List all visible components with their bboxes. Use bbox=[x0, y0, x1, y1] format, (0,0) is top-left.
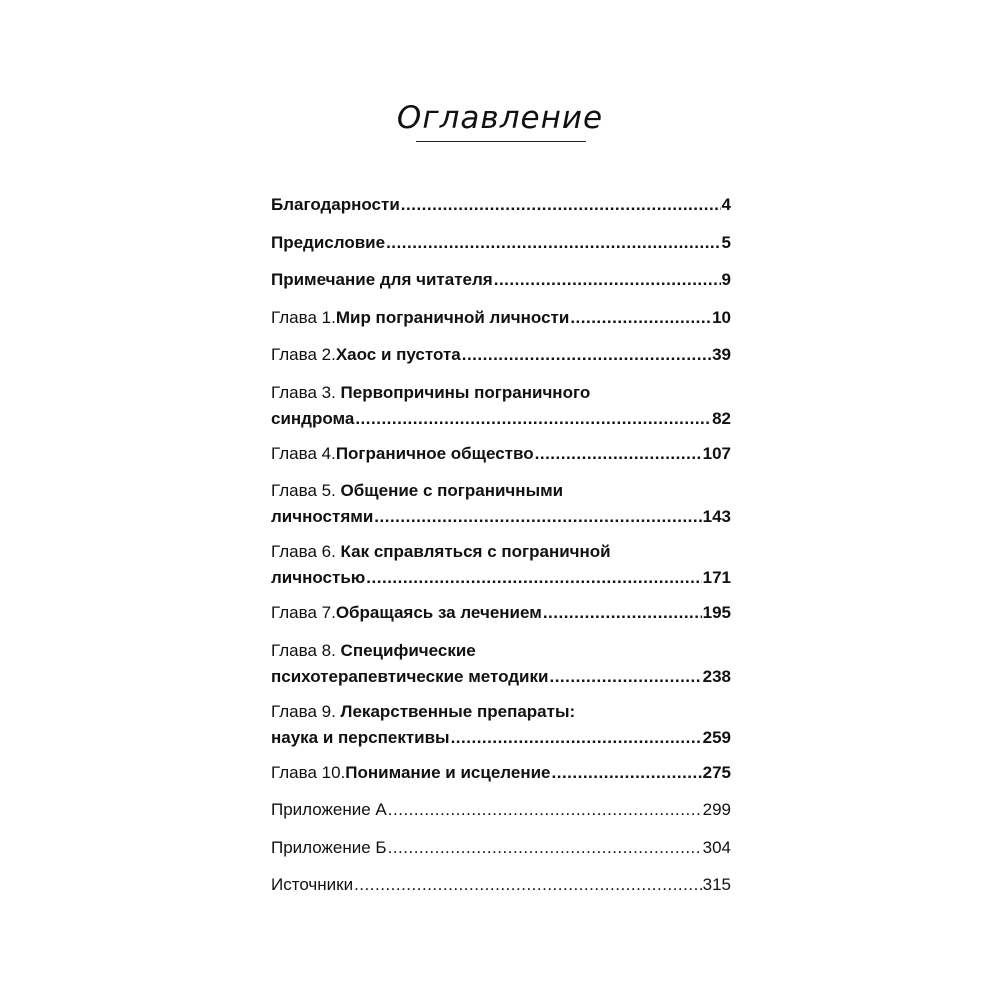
page-number: 304 bbox=[702, 837, 731, 857]
toc-title: синдрома bbox=[271, 408, 355, 428]
toc-title-line1: Лекарственные препараты: bbox=[340, 701, 576, 721]
toc-title: Понимание и исцеление bbox=[345, 762, 551, 782]
chapter-number: Глава 1. bbox=[271, 307, 336, 327]
page-number: 5 bbox=[721, 232, 731, 252]
dot-leader bbox=[388, 797, 702, 823]
chapter-number: Глава 9. bbox=[271, 701, 341, 721]
page-number: 315 bbox=[702, 875, 731, 894]
dot-leader bbox=[386, 230, 720, 256]
toc-entry[interactable] bbox=[271, 760, 731, 786]
page-number: 275 bbox=[702, 762, 731, 782]
chapter-number: Глава 5. bbox=[271, 481, 341, 500]
page-number: 39 bbox=[712, 345, 731, 364]
toc-title: Источники bbox=[271, 875, 354, 894]
toc-title-line1: Как справляться с пограничной bbox=[340, 542, 611, 561]
chapter-number: Глава 10. bbox=[271, 762, 346, 782]
page-number: 10 bbox=[712, 307, 731, 327]
toc-entry[interactable] bbox=[271, 835, 731, 861]
toc-entry[interactable] bbox=[271, 441, 731, 467]
toc-title: Хаос и пустота bbox=[335, 345, 461, 364]
dot-leader bbox=[570, 305, 711, 331]
toc-entry[interactable] bbox=[271, 267, 731, 293]
dot-leader bbox=[549, 664, 701, 690]
page-title: Оглавление bbox=[396, 100, 604, 136]
chapter-number: Глава 3. bbox=[271, 382, 341, 402]
toc-title: личностью bbox=[271, 568, 366, 587]
toc-title: Примечание для читателя bbox=[271, 270, 493, 289]
chapter-number: Глава 8. bbox=[271, 640, 341, 660]
toc-title: Предисловие bbox=[271, 232, 386, 252]
toc-title: Приложение А bbox=[271, 800, 387, 819]
dot-leader bbox=[388, 835, 702, 861]
page-number: 238 bbox=[702, 666, 731, 686]
chapter-number: Глава 4. bbox=[271, 443, 336, 463]
chapter-number: Глава 7. bbox=[271, 603, 336, 622]
page-number: 195 bbox=[702, 603, 731, 622]
toc-title: наука и перспективы bbox=[271, 727, 450, 747]
page-number: 143 bbox=[702, 507, 731, 526]
page-number: 259 bbox=[702, 727, 731, 747]
toc-title-line1: Общение с пограничными bbox=[340, 481, 564, 500]
toc-title-line1: Специфические bbox=[340, 640, 476, 660]
page-number: 171 bbox=[702, 568, 731, 587]
page-number: 107 bbox=[702, 443, 731, 463]
toc-title: Мир пограничной личности bbox=[335, 307, 570, 327]
toc-title: личностями bbox=[271, 507, 374, 526]
toc-entry[interactable] bbox=[271, 699, 731, 751]
toc-title: Приложение Б bbox=[271, 837, 387, 857]
toc-title: Пограничное общество bbox=[335, 443, 534, 463]
page-number: 82 bbox=[712, 408, 731, 428]
page-number: 4 bbox=[721, 195, 731, 214]
page-number: 9 bbox=[721, 270, 731, 289]
title-underline bbox=[416, 141, 586, 142]
table-of-contents bbox=[271, 192, 731, 910]
toc-entry[interactable] bbox=[271, 797, 731, 823]
dot-leader bbox=[494, 267, 721, 293]
dot-leader bbox=[366, 565, 701, 591]
dot-leader bbox=[552, 760, 702, 786]
toc-title: психотерапевтические методики bbox=[271, 666, 549, 686]
chapter-number: Глава 2. bbox=[271, 345, 336, 364]
toc-title: Благодарности bbox=[271, 195, 400, 214]
toc-entry[interactable] bbox=[271, 305, 731, 331]
toc-entry[interactable] bbox=[271, 380, 731, 432]
toc-title-line1: Первопричины пограничного bbox=[340, 382, 591, 402]
toc-entry[interactable] bbox=[271, 192, 731, 218]
toc-entry[interactable] bbox=[271, 539, 731, 591]
toc-entry[interactable] bbox=[271, 600, 731, 626]
dot-leader bbox=[355, 406, 711, 432]
dot-leader bbox=[535, 441, 702, 467]
toc-entry[interactable] bbox=[271, 872, 731, 898]
dot-leader bbox=[374, 504, 701, 530]
dot-leader bbox=[401, 192, 721, 218]
dot-leader bbox=[462, 342, 711, 368]
toc-entry[interactable] bbox=[271, 230, 731, 256]
toc-entry[interactable] bbox=[271, 342, 731, 368]
toc-entry[interactable] bbox=[271, 478, 731, 530]
dot-leader bbox=[451, 725, 702, 751]
toc-entry[interactable] bbox=[271, 638, 731, 690]
dot-leader bbox=[543, 600, 702, 626]
chapter-number: Глава 6. bbox=[271, 542, 341, 561]
toc-title: Обращаясь за лечением bbox=[335, 603, 542, 622]
page-number: 299 bbox=[702, 800, 731, 819]
dot-leader bbox=[354, 872, 702, 898]
